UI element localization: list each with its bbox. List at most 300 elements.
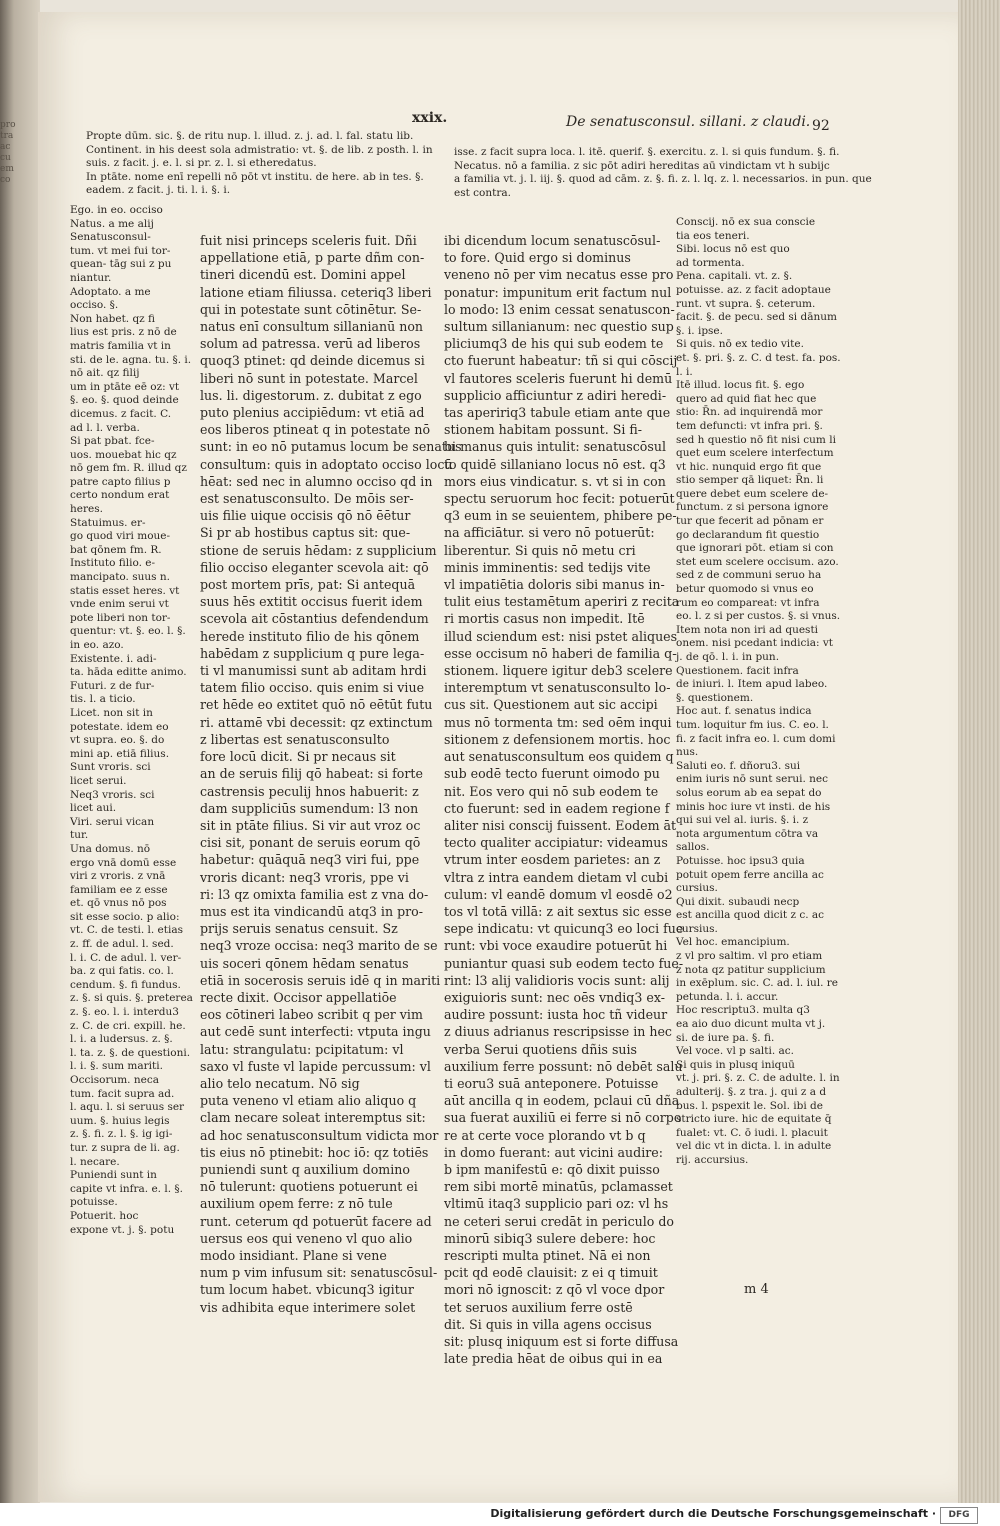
text-line: pcit qd eodē clauisit: z ei q timuit — [444, 1265, 658, 1281]
text-line: Sunt vroris. sci — [70, 761, 151, 774]
text-line: ad l. l. verba. — [70, 421, 140, 434]
text-line: minis hoc iure vt insti. de his — [676, 800, 831, 813]
text-line: co — [0, 175, 11, 185]
text-line: consultum: quis in adoptato occiso locū — [200, 456, 453, 472]
text-line: ea aio duo dicunt multa vt j. — [676, 1018, 826, 1031]
text-line: petunda. l. i. accur. — [676, 990, 779, 1003]
text-line: tulit eius testamētum aperiri z recita — [444, 594, 680, 610]
text-line: tia eos teneri. — [676, 229, 750, 242]
text-line: cisi sit, ponant de seruis eorum qō — [200, 835, 421, 851]
text-line: tur que fecerit ad pōnam er — [676, 515, 824, 528]
text-line: cto fuerunt habeatur: tñ si qui cōscij — [444, 353, 678, 369]
text-line: rum eo compareat: vt infra — [676, 596, 820, 609]
text-line: ri. attamē vbi decessit: qz extinctum — [200, 714, 433, 730]
text-line: castrensis peculij hnos habuerit: z — [200, 783, 419, 799]
text-line: de iniuri. l. Item apud labeo. — [676, 678, 828, 691]
text-line: Viri. serui vican — [70, 815, 155, 828]
text-line: solum ad patressa. verū ad liberos — [200, 336, 421, 352]
text-line: pro — [0, 120, 16, 130]
text-line: Natus. a me alij — [70, 217, 154, 230]
text-line: re at certe voce plorando vt b q — [444, 1127, 646, 1143]
text-line: Si pat pbat. fce- — [70, 435, 155, 448]
text-line: Si quis. nō ex tedio vite. — [676, 338, 804, 351]
text-line: recte dixit. Occisor appellatiōe — [200, 989, 397, 1005]
text-line: Vel hoc. emancipium. — [676, 936, 790, 949]
text-line: Existente. i. adi- — [70, 652, 157, 665]
text-line: cendum. §. fi fundus. — [70, 978, 181, 991]
text-line: bat qōnem fm. R. — [70, 543, 162, 556]
text-line: q3 eum in se seuientem, phibere pe- — [444, 508, 677, 524]
text-line: spectu seruorum hoc fecit: potuerūt — [444, 491, 675, 507]
text-line: runt. vt supra. §. ceterum. — [676, 297, 816, 310]
text-line: nō tulerunt: quotiens potuerunt ei — [200, 1179, 418, 1195]
text-line: aliter nisi conscij fuissent. Eodem āt — [444, 817, 677, 833]
text-line: vt supra. eo. §. do — [70, 734, 165, 747]
text-line: tis. l. a ticio. — [70, 693, 136, 706]
text-line: sit esse socio. p alio: — [70, 910, 180, 923]
text-line: vnde enim serui vt — [70, 598, 169, 611]
text-line: in domo fuerant: aut vicini audire: — [444, 1144, 663, 1160]
dfg-logo: DFG — [940, 1507, 978, 1524]
text-line: betur quomodo si vnus eo — [676, 583, 814, 596]
text-line: ti vl manumissi sunt ab aditam hrdi — [200, 663, 427, 679]
text-line: §. eo. §. quod deinde — [70, 394, 179, 407]
text-line: est ancilla quod dicit z c. ac — [676, 909, 825, 922]
text-line: z diuus adrianus rescripsisse in hec — [444, 1024, 672, 1040]
text-line: to fore. Quid ergo si dominus — [444, 250, 631, 266]
text-line: vel dic vt in dicta. l. in adulte — [676, 1140, 832, 1153]
text-line: vt. C. de testi. l. etias — [70, 924, 183, 937]
text-line: tum. loquitur fm ius. C. eo. l. — [676, 718, 829, 731]
text-line: lius est pris. z nō de — [70, 326, 177, 339]
text-line: vroris dicant: neq3 vroris, ppe vi — [200, 869, 409, 885]
text-line: est senatusconsulto. De mōis ser- — [200, 491, 414, 507]
text-line: enim iuris nō sunt serui. nec — [676, 773, 829, 786]
text-line: niantur. — [70, 271, 112, 284]
text-line: familiam ee z esse — [70, 883, 168, 896]
text-line: quere debet eum scelere de- — [676, 487, 829, 500]
text-line: scevola ait cōstantius defendendum — [200, 611, 429, 627]
text-line: occiso. §. — [70, 299, 119, 312]
text-line: Qui dixit. subaudi necp — [676, 895, 800, 908]
text-line: uos. mouebat hic qz — [70, 448, 177, 461]
text-line: cursius. — [676, 922, 718, 935]
text-line: ne ceteri serui credāt in periculo do — [444, 1213, 675, 1229]
text-line: patre capto filius p — [70, 475, 171, 488]
text-line: tecto qualiter accipiatur: videamus — [444, 835, 668, 851]
text-line: Hoc aut. f. senatus indica — [676, 705, 812, 718]
text-line: saxo vl fuste vl lapide percussum: vl — [200, 1058, 431, 1074]
text-line: habetur: quāquā neq3 viri fui, ppe — [200, 852, 420, 868]
text-line: Pena. capitali. vt. z. §. — [676, 270, 793, 283]
text-line: sunt: in eo nō putamus locum be senatus — [200, 439, 462, 455]
gloss-top-left — [86, 130, 446, 198]
text-line: ad hoc senatusconsultum vidicta mor — [200, 1127, 439, 1143]
text-line: minis imminentis: sed tedijs vite — [444, 559, 651, 575]
page-stack-edge — [958, 0, 1000, 1526]
text-line: stione de seruis hēdam: z supplicium — [200, 542, 437, 558]
text-line: ti eoru3 suā anteponere. Potuisse — [444, 1075, 659, 1091]
text-line: sti. de le. agna. tu. §. i. — [70, 353, 192, 366]
text-line: vl impatiētia doloris sibi manus in- — [444, 577, 665, 593]
text-line: tum. facit supra ad. — [70, 1087, 175, 1100]
text-line: isse. z facit supra loca. l. itē. querif. §. exercitu. z. l. si quis fundum. §. fi. — [454, 146, 840, 158]
text-line: natus enī consultum sillanianū non — [200, 319, 424, 335]
text-line: vtrum inter eosdem parietes: an z — [444, 852, 661, 868]
text-line: l. necare. — [70, 1155, 120, 1168]
text-line: licet aui. — [70, 802, 117, 815]
text-line: l. i. — [676, 365, 693, 378]
text-line: adulterij. §. z tra. j. qui z a d — [676, 1086, 827, 1098]
text-line: cto fuerunt: sed in eadem regione f — [444, 800, 670, 816]
text-line: potuisse. az. z facit adoptaue — [676, 283, 831, 296]
text-line: nota argumentum cōtra va — [676, 827, 819, 840]
text-line: vis adhibita eque interimere solet — [200, 1299, 416, 1315]
text-line: quoq3 ptinet: qd deinde dicemus si — [200, 353, 425, 369]
text-line: Sibi. locus nō est quo — [676, 243, 790, 256]
text-line: runt. ceterum qd potuerūt facere ad — [200, 1213, 432, 1229]
text-line: eo. l. z si per custos. §. si vnus. — [676, 610, 841, 623]
folio-heading: xxix. — [412, 110, 448, 126]
text-line: aut senatusconsultum eos quidem q — [444, 749, 674, 765]
text-line: z. C. de cri. expill. he. — [70, 1019, 186, 1032]
text-line: stet eum scelere occisum. azo. — [676, 555, 839, 568]
text-line: quean- tāg sui z pu — [70, 258, 172, 271]
text-line: l. i. a ludersus. z. §. — [70, 1033, 173, 1046]
text-line: sit in ptāte filius. Si vir aut vroz oc — [200, 817, 421, 833]
text-line: Potuisse. hoc ipsu3 quia — [676, 854, 805, 867]
text-line: em — [0, 164, 14, 174]
text-line: heres. — [70, 503, 103, 516]
text-line: pliciumq3 de his qui sub eodem te — [444, 336, 664, 352]
text-line: ret hēde eo extitet quō nō eētūt futu — [200, 697, 433, 713]
text-line: nus. — [676, 746, 699, 759]
text-line: latione etiam filiussa. ceteriq3 liberi — [200, 284, 432, 300]
text-line: stio: R̄n. ad inquirendā mor — [676, 406, 823, 419]
text-line: tineri dicendū est. Domini appel — [200, 267, 406, 283]
text-line: tis eius nō ptinebit: hoc iō: qz totiēs — [200, 1144, 429, 1160]
text-line: ergo vnā domū esse — [70, 856, 177, 869]
text-line: statis esset heres. vt — [70, 584, 180, 597]
text-line: quentur: vt. §. eo. l. §. — [70, 625, 186, 638]
text-line: uis filie uique occisis qō nō ēētur — [200, 508, 411, 524]
text-line: cu — [0, 153, 11, 163]
text-line: rescripti multa ptinet. Nā ei non — [444, 1247, 651, 1263]
text-line: post mortem prīs, pat: Si antequā — [200, 577, 416, 593]
text-line: ba. z qui fatis. co. l. — [70, 965, 174, 978]
text-line: §. questionem. — [676, 691, 754, 704]
text-line: puniendi sunt q auxilium domino — [200, 1161, 410, 1177]
text-line: tra — [0, 131, 14, 141]
text-line: Propte dūm. sic. §. de ritu nup. l. illud. z. j. ad. l. fal. statu lib. — [86, 130, 414, 142]
text-line: minorū sibiq3 sulere debere: hoc — [444, 1230, 656, 1246]
text-line: mus nō tormenta tm: sed oēm inqui — [444, 714, 672, 730]
text-line: nō ait. qz filij — [70, 367, 140, 380]
text-line: sub eodē tecto fuerunt oimodo pu — [444, 766, 660, 782]
text-line: Una domus. nō — [70, 842, 151, 855]
text-line: prijs seruis senatus censuit. Sz — [200, 921, 398, 937]
text-line: ta. hāda editte animo. — [70, 666, 187, 679]
signature-mark: m 4 — [744, 1282, 769, 1297]
text-line: In ptāte. nome enī repelli nō pōt vt institu. de here. ab in tes. §. — [86, 170, 424, 183]
text-line: sultum sillanianum: nec questio sup — [444, 319, 674, 335]
text-line: nit. Eos vero qui nō sub eodem te — [444, 783, 659, 799]
text-line: tet seruos auxilium ferre ostē — [444, 1299, 633, 1315]
text-line: modo insidiant. Plane si vene — [200, 1247, 387, 1263]
text-line: onem. nisi pcedant indicia: vt — [676, 637, 833, 650]
text-line: vltimū itaq3 supplicio pari oz: vl hs — [444, 1196, 669, 1212]
text-line: uersus eos qui veneno vl quo alio — [200, 1230, 413, 1246]
text-line: mors eius vindicatur. s. vt si in con — [444, 473, 666, 489]
text-line: nō gem fm. R. illud qz — [70, 462, 187, 475]
text-line: tas apeririq3 tabule etiam ante que — [444, 405, 671, 421]
text-line: l. i. §. sum mariti. — [70, 1060, 163, 1073]
text-line: habēdam z supplicium q pure lega- — [200, 645, 425, 661]
text-line: a familia vt. j. l. iij. §. quod ad cām. z. §. fi. z. l. lq. z. l. necessarios. in pun. que — [454, 173, 872, 185]
main-text-column-2 — [444, 232, 684, 1367]
text-line: vt hic. nunquid ergo fit que — [676, 460, 822, 473]
text-line: fi. z facit infra eo. l. cum domi — [676, 732, 836, 745]
text-line: qui in potestate sunt cōtinētur. Se- — [200, 301, 422, 317]
text-line: sit: plusq iniquum est si forte diffusa — [444, 1334, 679, 1349]
text-line: mus est ita vindicandū atq3 in pro- — [200, 903, 423, 919]
text-line: dam suppliciūs sumendum: l3 non — [200, 800, 419, 816]
text-line: uum. §. huius legis — [70, 1114, 170, 1127]
footer-credit: Digitalisierung gefördert durch die Deutsche Forschungsgemeinschaft · — [490, 1507, 936, 1520]
text-line: in eo. azo. — [70, 639, 124, 651]
text-line: que ignorari pōt. etiam si con — [676, 542, 834, 555]
text-line: ponatur: impunitum erit factum nul — [444, 284, 672, 300]
text-line: fore locū dicit. Si pr necaus sit — [200, 749, 396, 765]
text-line: solus eorum ab ea sepat do — [676, 786, 822, 799]
text-line: Si pr ab hostibus captus sit: que- — [200, 525, 411, 541]
facing-page-fragment — [0, 120, 38, 1240]
text-line: lo modo: l3 enim cessat senatuscon- — [444, 301, 675, 317]
text-line: to quidē sillaniano locus nō est. q3 — [444, 456, 666, 472]
text-line: runt: vbi voce exaudire potuerūt hi — [444, 938, 668, 954]
text-line: liberentur. Si quis nō metu cri — [444, 542, 636, 558]
text-line: auxilium ferre possunt: nō debēt salu — [444, 1058, 683, 1074]
text-line: filio occiso eleganter scevola ait: qō — [200, 559, 429, 575]
text-line: fualet: vt. C. ō iudi. l. placuit — [676, 1126, 828, 1139]
text-line: herede instituto filio de his qōnem — [200, 628, 420, 644]
text-line: z libertas est senatusconsulto — [200, 731, 390, 747]
text-line: exiguioris sunt: nec oēs vndiq3 ex- — [444, 989, 665, 1005]
gloss-top-right — [454, 146, 872, 200]
text-line: Necatus. nō a familia. z sic pōt adiri hereditas aū vindictam vt h subijc — [454, 159, 830, 172]
text-line: puto plenius accipiēdum: vt etiā ad — [200, 405, 425, 421]
text-line: sitionem z defensionem mortis. hoc — [444, 731, 671, 747]
text-line: quero ad quid fiat hec que — [676, 392, 817, 405]
text-line: eos liberos ptineat q in potestate nō — [200, 422, 431, 438]
main-text-column-1 — [200, 232, 462, 1316]
text-line: ad tormenta. — [676, 256, 745, 269]
text-line: tatem filio occiso. quis enim si viue — [200, 680, 425, 696]
text-line: Non habet. qz fi — [70, 312, 156, 325]
text-line: Instituto filio. e- — [70, 557, 156, 570]
text-line: z. §. fi. z. l. §. ig igi- — [70, 1128, 173, 1141]
gloss-left-column — [70, 204, 192, 1237]
text-line: bus. l. pspexit le. Sol. ibi de — [676, 1099, 823, 1112]
text-line: um in ptāte eē oz: vt — [70, 380, 180, 393]
text-line: verba Serui quotiens dñis suis — [444, 1041, 638, 1057]
text-line: an de seruis filij qō habeat: si forte — [200, 766, 423, 782]
text-line: Ego. in eo. occiso — [70, 204, 163, 216]
text-line: Occisorum. neca — [70, 1074, 159, 1086]
text-line: z vl pro saltim. vl pro etiam — [676, 950, 823, 963]
text-line: facit. §. de pecu. sed si dānum — [676, 311, 837, 324]
text-line: vt. j. pri. §. z. C. de adulte. l. in — [676, 1072, 840, 1085]
text-line: aūt ancilla q in eodem, pclaui cū dña — [444, 1093, 680, 1109]
text-line: ac — [0, 142, 11, 152]
text-line: et. §. pri. §. z. C. d test. fa. pos. — [676, 351, 841, 364]
text-line: expone vt. j. §. potu — [70, 1223, 175, 1236]
text-line: dicemus. z facit. C. — [70, 407, 172, 420]
text-line: neq3 vroze occisa: neq3 marito de se — [200, 938, 438, 954]
text-line: bi manus quis intulit: senatuscōsul — [444, 439, 666, 455]
text-line: l. ta. z. §. de questioni. — [70, 1046, 191, 1059]
text-line: Adoptato. a me — [70, 285, 151, 298]
text-line: late predia hēat de oibus qui in ea — [444, 1351, 663, 1367]
text-line: l. i. C. de adul. l. ver- — [70, 951, 182, 964]
text-line: z. §. eo. l. i. interdu3 — [70, 1006, 179, 1019]
text-line: etiā in socerosis seruis idē q in mariti — [200, 972, 441, 988]
text-line: uis soceri qōnem hēdam senatus — [200, 955, 409, 971]
leaf-number: 92 — [812, 118, 830, 134]
text-line: Futuri. z de fur- — [70, 679, 155, 692]
text-line: aut cedē sunt interfecti: vtputa ingu — [200, 1024, 431, 1040]
text-line: go declarandum fit questio — [676, 528, 820, 541]
text-line: z. ff. de adul. l. sed. — [70, 938, 174, 951]
text-line: interemptum vt senatusconsulto lo- — [444, 680, 671, 696]
text-line: eadem. z facit. j. ti. l. i. §. i. — [86, 184, 231, 196]
text-line: cus sit. Questionem aut sic accipi — [444, 697, 658, 713]
text-line: Continent. in his deest sola admistratio: vt. §. de lib. z posth. l. in — [86, 143, 433, 156]
text-line: ibi dicendum locum senatuscōsul- — [444, 233, 661, 248]
text-line: b ipm manifestū e: qō dixit puisso — [444, 1161, 660, 1177]
text-line: Licet. non sit in — [70, 706, 153, 719]
text-line: illud sciendum est: nisi pstet aliques — [444, 628, 678, 644]
text-line: stionem. liquere igitur deb3 scelere — [444, 663, 673, 679]
text-line: go quod viri moue- — [70, 530, 171, 543]
text-line: sua fuerat auxiliū ei ferre si nō corpo — [444, 1110, 682, 1126]
text-line: Conscij. nō ex sua conscie — [676, 216, 816, 228]
text-line: latu: strangulatu: pcipitatum: vl — [200, 1041, 404, 1057]
text-line: vl fautores sceleris fuerunt hi demū — [444, 370, 673, 386]
text-line: potestate. idem eo — [70, 720, 169, 733]
text-line: eos cōtineri labeo scribit q per vim — [200, 1007, 423, 1023]
text-line: esse occisum nō haberi de familia q- — [444, 645, 677, 661]
text-line: viri z vroris. z vnā — [70, 870, 166, 883]
text-line: quet eum scelere interfectum — [676, 447, 834, 460]
text-line: in exēplum. sic. C. ad. l. iul. re — [676, 977, 838, 990]
text-line: suis. z facit. j. e. l. si pr. z. l. si etheredatus. — [86, 157, 317, 169]
text-line: hēat: sed nec in alumno occiso qd in — [200, 473, 433, 489]
text-line: sepe indicatu: vt quicunq3 eo loci fue — [444, 921, 684, 937]
text-line: cursius. — [676, 882, 718, 895]
text-line: Saluti eo. f. dñoru3. sui — [676, 759, 801, 772]
text-line: Itē illud. locus fit. §. ego — [676, 379, 805, 392]
text-line: stionem habitam possunt. Si fi- — [444, 422, 643, 438]
text-line: fuit nisi princeps sceleris fuit. Dñi — [200, 233, 417, 248]
text-line: Questionem. facit infra — [676, 664, 799, 677]
text-line: z nota qz patitur supplicium — [676, 963, 826, 976]
text-line: capite vt infra. e. l. §. — [70, 1182, 183, 1195]
text-line: Vel voce. vl p salti. ac. — [676, 1045, 794, 1058]
text-line: sed h questio nō fit nisi cum li — [676, 433, 836, 446]
text-line: certo nondum erat — [70, 489, 170, 502]
text-line: na afficiātur. si vero nō potuerūt: — [444, 525, 655, 541]
text-line: qui sui vel al. iuris. §. i. z — [676, 814, 809, 827]
digitization-footer — [0, 1503, 1000, 1526]
text-line: clam necare soleat interemptus sit: — [200, 1110, 426, 1126]
text-line: pote liberi non tor- — [70, 611, 171, 624]
text-line: ri mortis casus non impedit. Itē — [444, 611, 645, 627]
text-line: tos vl totā villā: z ait sextus sic esse — [444, 903, 672, 919]
text-line: l. aqu. l. si seruus ser — [70, 1101, 185, 1114]
text-line: tum locum habet. vbicunq3 igitur — [200, 1282, 414, 1298]
text-line: alio telo necatum. Nō sig — [200, 1075, 360, 1091]
text-line: lus. li. digestorum. z. dubitat z ego — [200, 387, 422, 403]
text-line: z. §. si quis. §. preterea — [70, 992, 193, 1005]
text-line: dit. Si quis in villa agens occisus — [444, 1316, 652, 1332]
text-line: mancipato. suus n. — [70, 571, 170, 584]
text-line: tem defuncti: vt infra pri. §. — [676, 419, 823, 432]
text-line: num p vim infusum sit: senatuscōsul- — [200, 1265, 438, 1281]
text-line: liberi nō sunt in potestate. Marcel — [200, 370, 418, 386]
text-line: stricto iure. hic de equitate q̄ — [676, 1113, 832, 1126]
text-line: mori nō ignoscit: z qō vl voce dpor — [444, 1282, 665, 1298]
text-line: mini ap. etiā filius. — [70, 747, 170, 760]
text-line: sallos. — [676, 841, 710, 854]
text-line: Item nota non iri ad questi — [676, 623, 819, 636]
text-line: tum. vt mei fui tor- — [70, 244, 171, 257]
text-line: culum: vl eandē domum vl eosdē o2 — [444, 886, 673, 902]
running-title: De senatusconsul. sillani. z claudi. — [566, 114, 811, 130]
text-line: rint: l3 alij validioris vocis sunt: alij — [444, 972, 670, 988]
text-line: tur. — [70, 829, 89, 842]
text-line: ri: l3 qz omixta familia est z vna do- — [200, 886, 429, 902]
text-line: audire possunt: iusta hoc tñ videur — [444, 1007, 668, 1023]
text-line: Puniendi sunt in — [70, 1169, 157, 1182]
gloss-right-column — [676, 216, 841, 1168]
text-line: si. de iure pa. §. fi. — [676, 1031, 775, 1044]
text-line: functum. z si persona ignore — [676, 501, 829, 514]
text-line: Neq3 vroris. sci — [70, 788, 155, 801]
text-line: stio semper qā liquet: R̄n. li — [676, 474, 824, 487]
text-line: j. de qō. l. i. in pun. — [676, 651, 780, 663]
text-line: Si quis in plusq iniquū — [676, 1058, 795, 1071]
text-line: Hoc rescriptu3. multa q3 — [676, 1004, 810, 1017]
text-line: appellatione etiā, p parte dñm con- — [200, 250, 425, 266]
text-line: suus hēs extitit occisus fuerit idem — [200, 594, 423, 610]
text-line: matris familia vt in — [70, 339, 171, 352]
text-line: puta veneno vl etiam alio aliquo q — [200, 1093, 417, 1109]
text-line: tur. z supra de li. ag. — [70, 1141, 180, 1154]
text-line: est contra. — [454, 186, 511, 199]
text-line: rem sibi mortē minatūs, pclamasset — [444, 1179, 673, 1195]
text-line: licet serui. — [70, 774, 127, 787]
text-line: veneno nō per vim necatus esse pro — [444, 267, 674, 283]
text-line: auxilium opem ferre: z nō tule — [200, 1196, 393, 1212]
text-line: potuit opem ferre ancilla ac — [676, 868, 824, 881]
text-line: potuisse. — [70, 1196, 118, 1209]
text-line: §. i. ipse. — [676, 324, 723, 337]
text-line: et. qō vnus nō pos — [70, 897, 167, 910]
text-line: Potuerit. hoc — [70, 1209, 139, 1222]
text-line: supplicio afficiuntur z adiri heredi- — [444, 387, 667, 403]
text-line: Statuimus. er- — [70, 516, 146, 529]
